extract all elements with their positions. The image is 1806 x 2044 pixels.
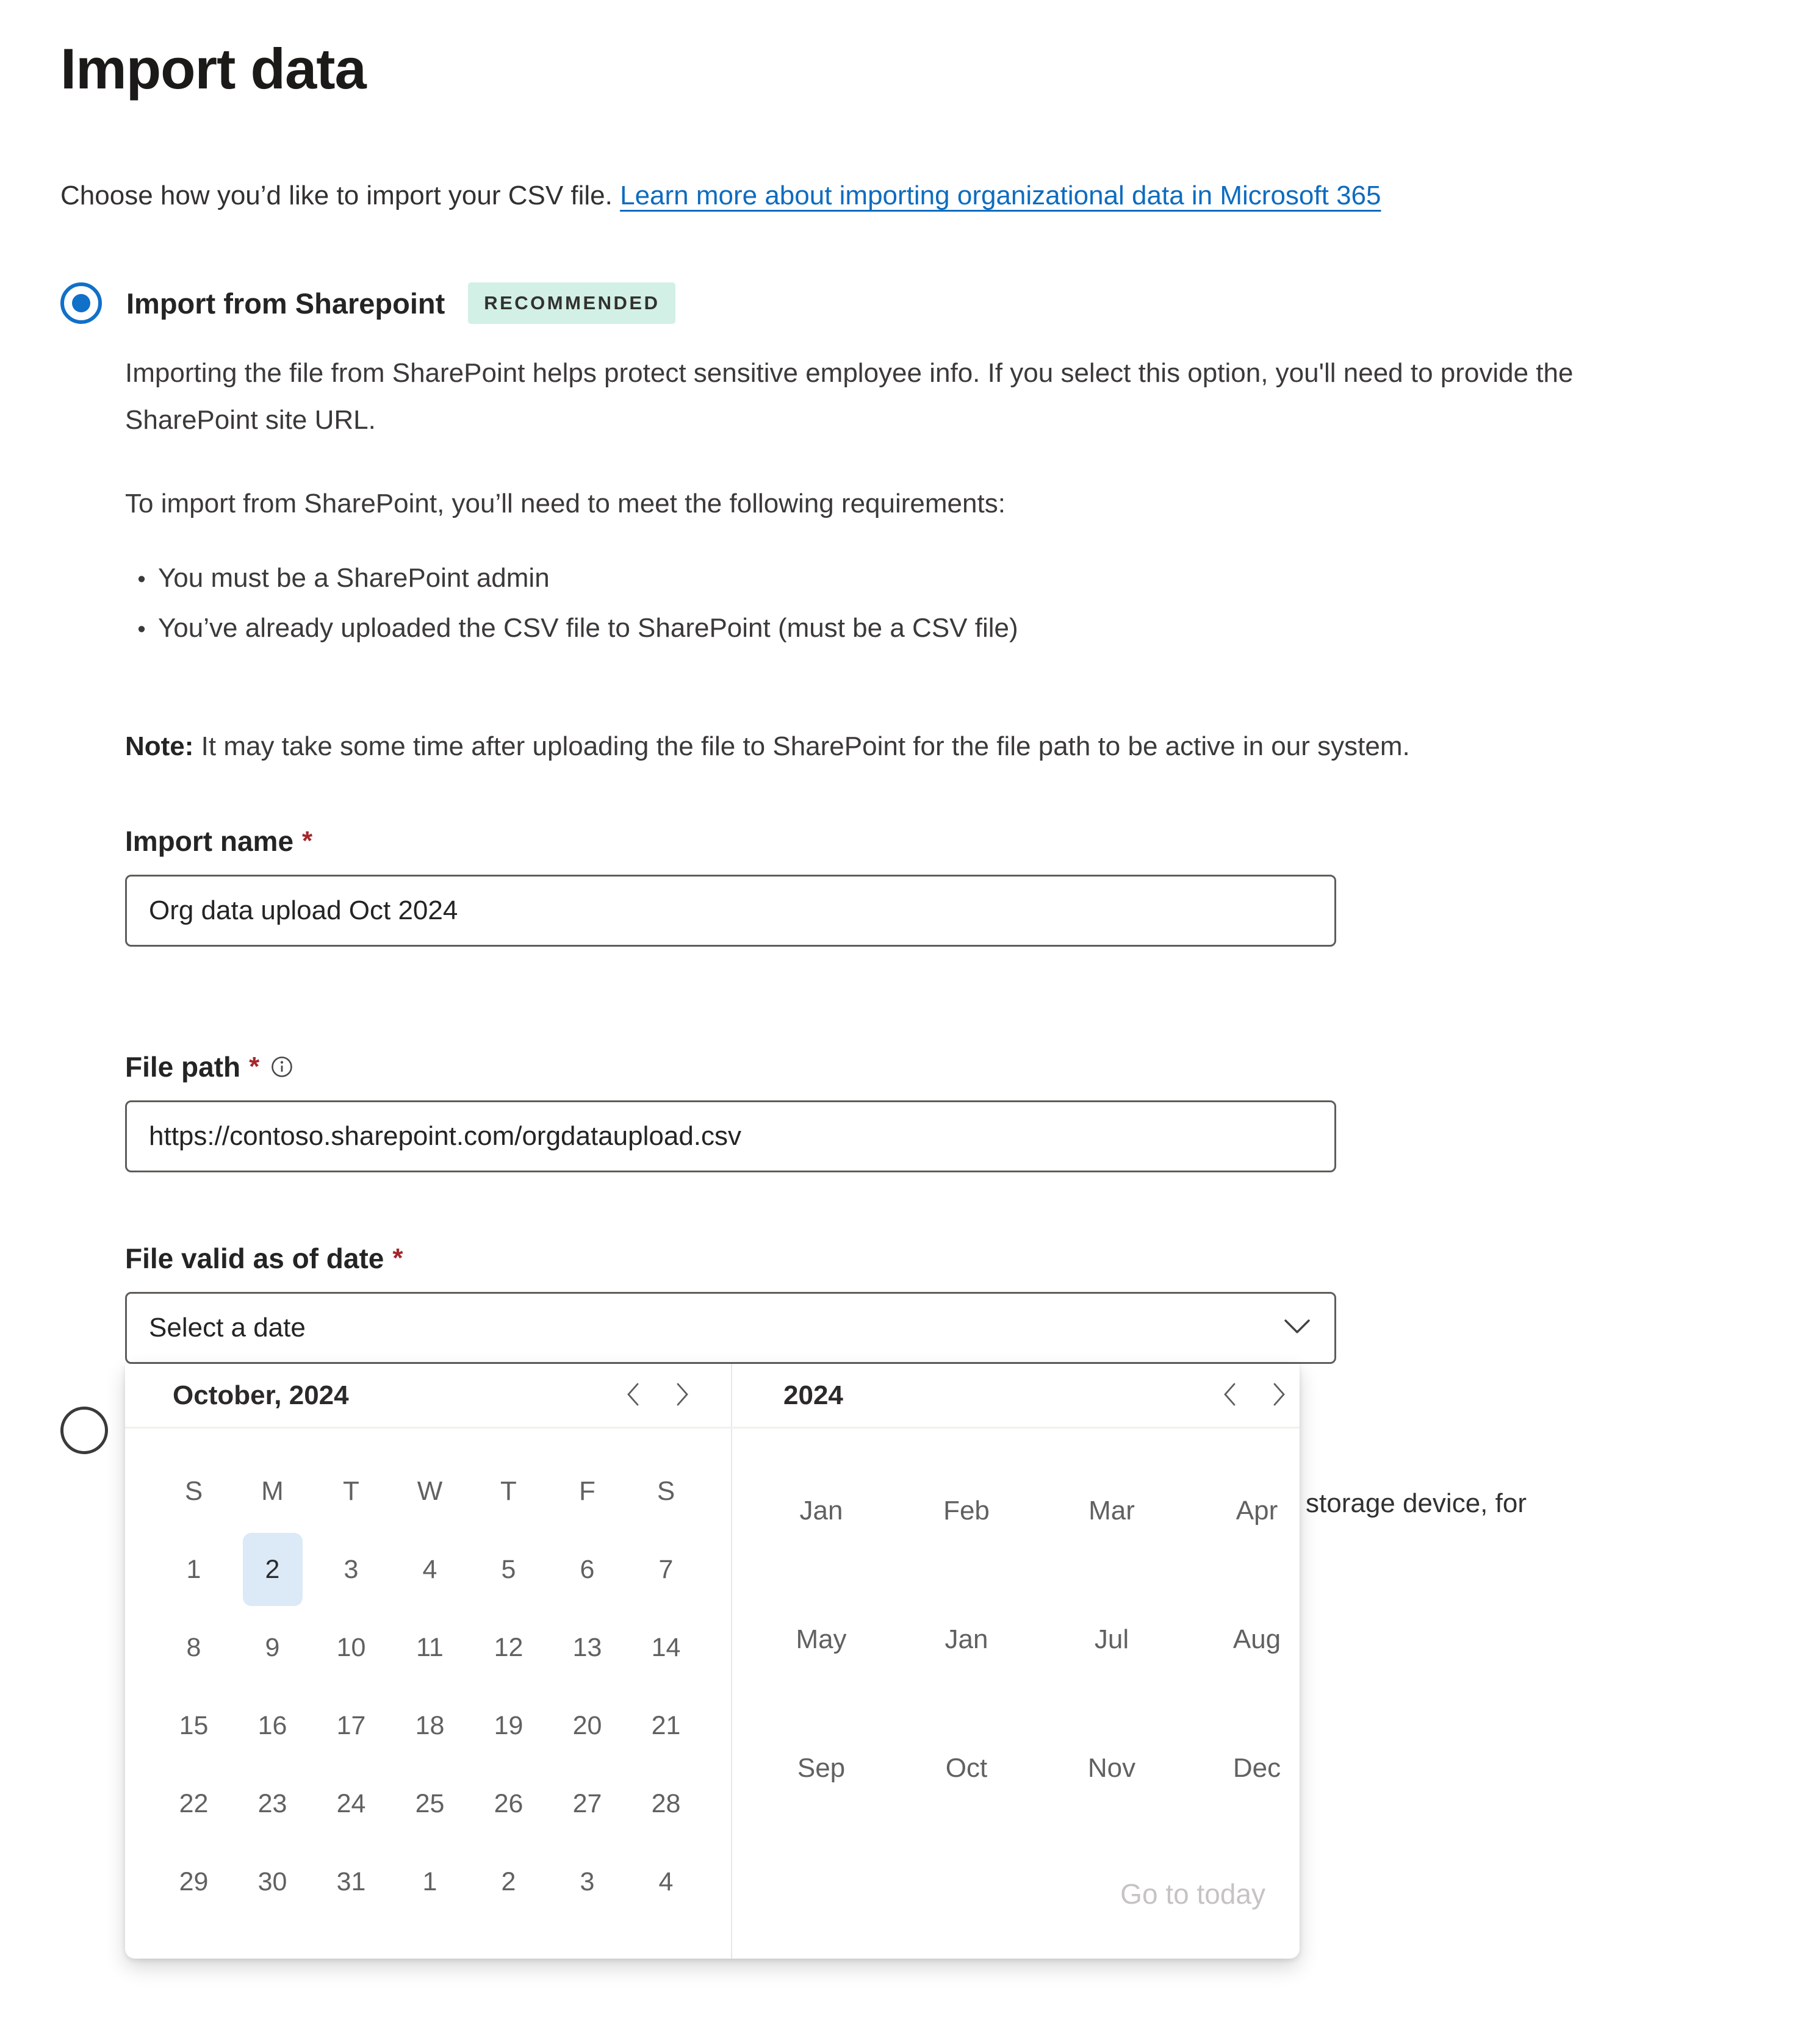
required-asterisk: *	[249, 1052, 260, 1081]
date-select-anchor	[125, 1292, 1527, 1910]
flyout-header-divider	[125, 1427, 1300, 1429]
date-select-value: Select a date	[149, 1313, 306, 1343]
calendar-day[interactable]: 7	[658, 1554, 674, 1584]
requirements-intro: To import from SharePoint, you’ll need to meet the following requirements:	[125, 489, 1006, 518]
calendar-day[interactable]: 28	[651, 1788, 681, 1818]
local-option-partial-text: storage device, for	[1306, 1488, 1527, 1518]
calendar-day[interactable]: 13	[572, 1632, 602, 1662]
calendar-day-header: T	[343, 1476, 359, 1506]
calendar-month-grid	[749, 1446, 1329, 1832]
file-valid-date-label: File valid as of date	[125, 1243, 384, 1274]
import-name-label: Import name	[125, 825, 294, 857]
calendar-month[interactable]: Jul	[1094, 1624, 1129, 1654]
chevron-right-icon	[675, 1381, 691, 1410]
calendar-day[interactable]: 21	[651, 1710, 681, 1740]
calendar-day[interactable]: 5	[501, 1554, 516, 1584]
year-picker-header	[732, 1364, 1300, 1427]
calendar-day[interactable]: 11	[416, 1632, 444, 1662]
requirement-text: You must be a SharePoint admin	[158, 563, 550, 593]
calendar-day-grid	[154, 1452, 705, 1921]
calendar-month[interactable]: Jan	[799, 1495, 843, 1526]
option-sharepoint-label: Import from Sharepoint	[126, 287, 445, 320]
note-text: It may take some time after uploading the file to SharePoint for the file path to be active in our system.	[193, 731, 1410, 761]
calendar-day[interactable]: 19	[494, 1710, 523, 1740]
calendar-month[interactable]: Dec	[1232, 1752, 1281, 1783]
note-label: Note:	[125, 731, 194, 761]
calendar-day-header: F	[579, 1476, 595, 1506]
chevron-right-icon	[1272, 1381, 1287, 1410]
calendar-day[interactable]: 4	[658, 1866, 674, 1896]
calendar-day[interactable]: 22	[179, 1788, 209, 1818]
chevron-down-icon	[1283, 1318, 1311, 1338]
calendar-day[interactable]: 23	[257, 1788, 287, 1818]
flyout-column-divider	[731, 1364, 732, 1959]
next-year-button[interactable]	[1272, 1381, 1287, 1410]
calendar-day[interactable]: 27	[572, 1788, 602, 1818]
option-import-sharepoint	[60, 282, 1757, 324]
calendar-day[interactable]: 8	[186, 1632, 201, 1662]
calendar-month[interactable]: Feb	[943, 1495, 990, 1526]
intro-paragraph	[60, 178, 1757, 214]
next-month-button[interactable]	[675, 1381, 691, 1410]
calendar-month[interactable]: Aug	[1232, 1624, 1281, 1654]
calendar-day[interactable]: 14	[651, 1632, 681, 1662]
calendar-month[interactable]: Nov	[1087, 1752, 1136, 1783]
calendar-month[interactable]: Sep	[797, 1752, 846, 1783]
calendar-day[interactable]: 20	[572, 1710, 602, 1740]
calendar-day[interactable]: 10	[336, 1632, 366, 1662]
calendar-day[interactable]: 26	[494, 1788, 523, 1818]
calendar-day[interactable]: 29	[179, 1866, 209, 1896]
calendar-day-header: M	[261, 1476, 284, 1506]
import-data-page	[0, 35, 1806, 2044]
month-year-title: October, 2024	[173, 1380, 349, 1410]
calendar-month[interactable]: May	[796, 1624, 847, 1654]
calendar-day[interactable]: 3	[580, 1866, 595, 1896]
chevron-left-icon	[1221, 1381, 1237, 1410]
file-path-field[interactable]	[125, 1100, 1336, 1172]
calendar-day[interactable]: 3	[344, 1554, 359, 1584]
info-icon[interactable]	[270, 1055, 293, 1078]
sharepoint-option-body	[125, 350, 1757, 1910]
calendar-day[interactable]: 6	[580, 1554, 595, 1584]
calendar-day[interactable]: 17	[336, 1710, 366, 1740]
calendar-day[interactable]: 18	[415, 1710, 445, 1740]
calendar-day[interactable]: 12	[494, 1632, 523, 1662]
date-picker-flyout	[125, 1364, 1300, 1959]
calendar-month[interactable]: Oct	[945, 1752, 988, 1783]
calendar-day-header: W	[417, 1476, 443, 1506]
date-select[interactable]	[125, 1292, 1336, 1364]
calendar-day-header: S	[657, 1476, 675, 1506]
learn-more-link[interactable]: Learn more about importing organizational data in Microsoft 365	[620, 181, 1381, 210]
previous-month-button[interactable]	[625, 1381, 641, 1410]
calendar-day[interactable]: 25	[415, 1788, 445, 1818]
radio-import-sharepoint[interactable]	[60, 282, 102, 324]
intro-text: Choose how you’d like to import your CSV file.	[60, 181, 621, 210]
file-valid-label-row	[125, 1242, 1757, 1275]
required-asterisk: *	[392, 1243, 403, 1273]
previous-year-button[interactable]	[1221, 1381, 1237, 1410]
list-item	[125, 554, 1757, 604]
calendar-day[interactable]: 15	[179, 1710, 209, 1740]
recommended-badge: RECOMMENDED	[468, 282, 675, 324]
calendar-day[interactable]: 4	[422, 1554, 437, 1584]
calendar-day[interactable]: 31	[336, 1866, 366, 1896]
list-item	[125, 604, 1757, 654]
page-title: Import data	[60, 37, 366, 101]
file-path-label: File path	[125, 1051, 241, 1083]
bullet-icon: •	[137, 617, 146, 642]
calendar-day-header: S	[184, 1476, 203, 1506]
chevron-left-icon	[625, 1381, 641, 1410]
requirements-list	[125, 554, 1757, 654]
calendar-day-header: T	[500, 1476, 517, 1506]
radio-import-local[interactable]	[60, 1407, 108, 1454]
go-to-today-button[interactable]: Go to today	[1117, 1877, 1269, 1911]
required-asterisk: *	[302, 826, 313, 856]
calendar-day[interactable]: 2	[501, 1866, 516, 1896]
calendar-month[interactable]: Jan	[944, 1624, 988, 1654]
calendar-day[interactable]: 9	[265, 1632, 280, 1662]
note-paragraph	[125, 723, 1687, 770]
calendar-month[interactable]: Mar	[1088, 1495, 1135, 1526]
year-title: 2024	[783, 1380, 843, 1410]
import-name-label-row	[125, 825, 1757, 858]
import-name-field[interactable]	[125, 875, 1336, 947]
calendar-month[interactable]: Apr	[1236, 1495, 1278, 1526]
calendar-day[interactable]: 16	[257, 1710, 287, 1740]
day-picker-header	[125, 1364, 731, 1427]
calendar-day[interactable]: 1	[186, 1554, 201, 1584]
file-path-label-row	[125, 1050, 1757, 1083]
requirement-text: You’ve already uploaded the CSV file to SharePoint (must be a CSV file)	[158, 613, 1018, 643]
calendar-day[interactable]: 30	[257, 1866, 287, 1896]
calendar-day[interactable]: 1	[422, 1866, 437, 1896]
calendar-day[interactable]: 24	[336, 1788, 366, 1818]
bullet-icon: •	[137, 567, 146, 592]
calendar-day-selected[interactable]: 2	[243, 1533, 303, 1606]
option-description: Importing the file from SharePoint helps protect sensitive employee info. If you select this option, you'll need to provide the SharePoint site URL.	[125, 358, 1574, 435]
